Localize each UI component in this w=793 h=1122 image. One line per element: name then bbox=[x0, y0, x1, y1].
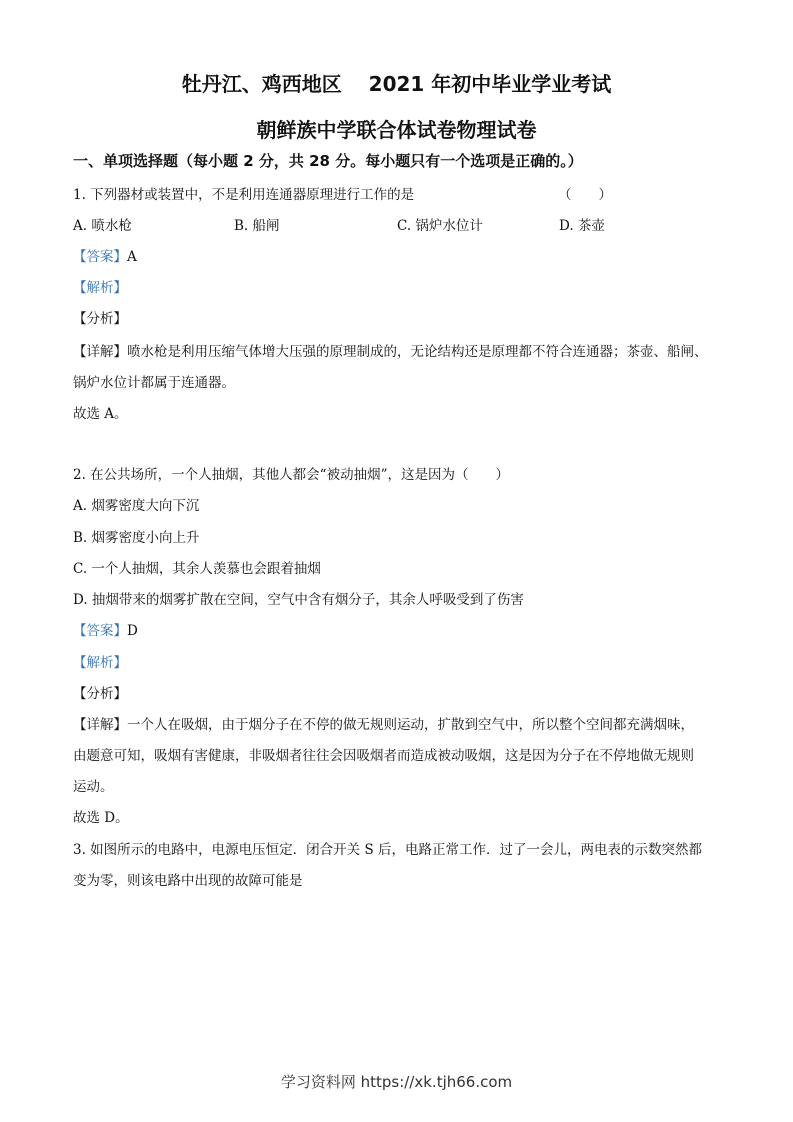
question-2-choice: 故选 D。 bbox=[73, 810, 129, 826]
page-title-line2: 朝鲜族中学联合体试卷物理试卷 bbox=[256, 118, 537, 142]
question-2-detail-line2: 由题意可知，吸烟有害健康，非吸烟者往往会因吸烟者而造成被动吸烟，这是因为分子在不停地做无规则 bbox=[73, 748, 694, 764]
answer-tag: 【答案】 bbox=[73, 623, 127, 639]
question-1-jiexi: 【解析】 bbox=[73, 280, 127, 296]
answer-value: D bbox=[127, 623, 138, 639]
question-2-answer bbox=[73, 619, 138, 639]
question-1-paren: （ ） bbox=[558, 187, 612, 203]
question-1-stem: 1. 下列器材或装置中，不是利用连通器原理进行工作的是 bbox=[73, 187, 415, 203]
question-1-fenxi: 【分析】 bbox=[73, 311, 127, 327]
question-2-option-b: B. 烟雾密度小向上升 bbox=[73, 530, 200, 546]
answer-tag: 【答案】 bbox=[73, 249, 127, 265]
answer-value: A bbox=[127, 249, 137, 265]
question-3-stem-line2: 变为零，则该电路中出现的故障可能是 bbox=[73, 873, 303, 889]
section-heading: 一、单项选择题（每小题 2 分，共 28 分。每小题只有一个选项是正确的。） bbox=[73, 152, 583, 170]
question-2-jiexi: 【解析】 bbox=[73, 655, 127, 671]
question-3-stem-line1: 3. 如图所示的电路中，电源电压恒定．闭合开关 S 后，电路正常工作．过了一会儿，两电表的示数突然都 bbox=[73, 842, 703, 858]
question-1-option-d: D. 茶壶 bbox=[559, 218, 605, 234]
question-2-option-d: D. 抽烟带来的烟雾扩散在空间，空气中含有烟分子，其余人呼吸受到了伤害 bbox=[73, 592, 524, 608]
question-1-detail-line1: 【详解】喷水枪是利用压缩气体增大压强的原理制成的，无论结构还是原理都不符合连通器；茶壶、船闸、 bbox=[73, 344, 708, 360]
page-title-line1: 牡丹江、鸡西地区 2021 年初中毕业学业考试 bbox=[181, 72, 612, 96]
question-2-option-a: A. 烟雾密度大向下沉 bbox=[73, 498, 200, 514]
question-1-answer bbox=[73, 245, 137, 265]
question-1-option-b: B. 船闸 bbox=[234, 218, 280, 234]
footer-watermark: 学习资料网 https://xk.tjh66.com bbox=[280, 1073, 513, 1091]
question-2-fenxi: 【分析】 bbox=[73, 686, 127, 702]
question-1-option-a: A. 喷水枪 bbox=[73, 218, 132, 234]
question-1-detail-line2: 锅炉水位计都属于连通器。 bbox=[73, 375, 235, 391]
question-2-option-c: C. 一个人抽烟，其余人羡慕也会跟着抽烟 bbox=[73, 561, 321, 577]
question-2-stem: 2. 在公共场所，一个人抽烟，其他人都会“被动抽烟”，这是因为（ ） bbox=[73, 467, 509, 483]
question-2-detail-line1: 【详解】一个人在吸烟，由于烟分子在不停的做无规则运动，扩散到空气中，所以整个空间都充满烟味， bbox=[73, 717, 694, 733]
question-1-option-c: C. 锅炉水位计 bbox=[397, 218, 483, 234]
question-2-detail-line3: 运动。 bbox=[73, 779, 114, 795]
question-1-choice: 故选 A。 bbox=[73, 406, 128, 422]
